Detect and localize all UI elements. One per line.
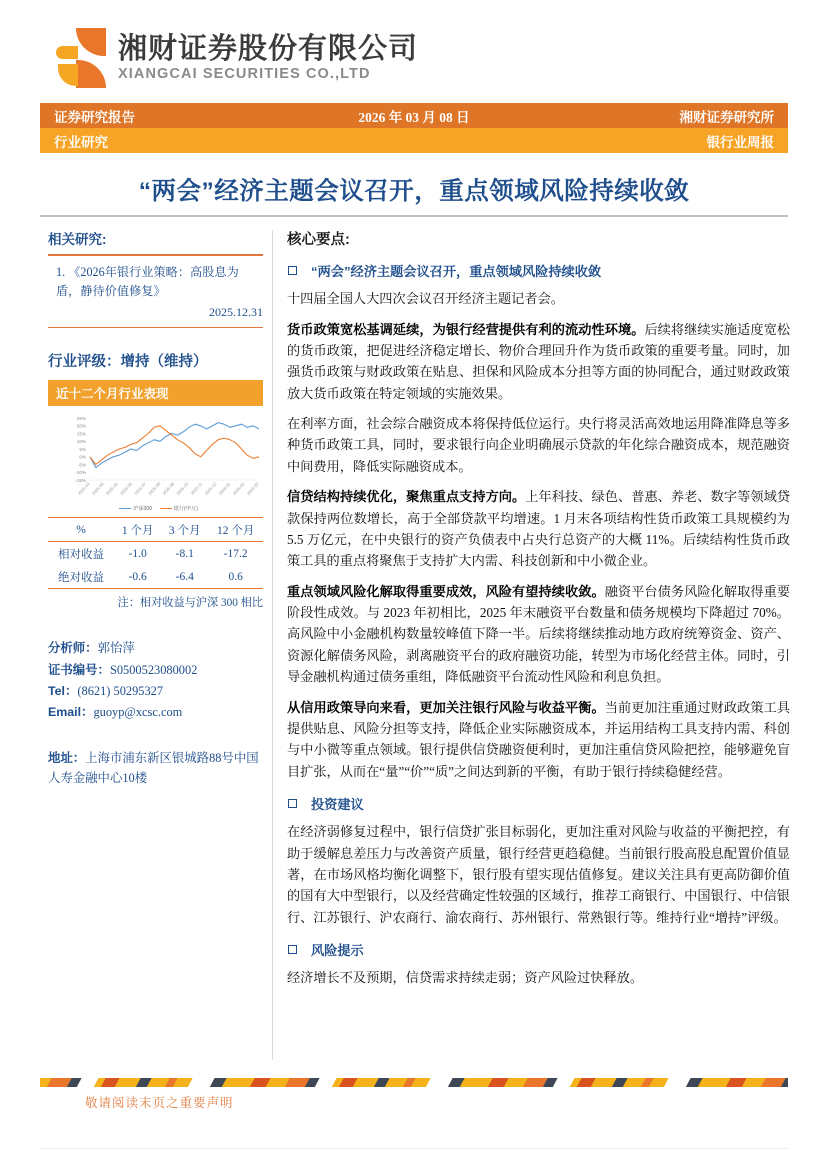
- paragraph-lead: 货币政策宽松基调延续，为银行经营提供有利的流动性环境。: [287, 321, 645, 337]
- paragraph-lead: 信贷结构持续优化，聚焦重点支持方向。: [287, 489, 526, 505]
- table-cell: -0.6: [128, 570, 147, 583]
- section-heading: [287, 262, 790, 281]
- section-title: 风险提示: [311, 943, 364, 959]
- section-title: 投资建议: [311, 797, 364, 813]
- chart-y-tick-label: 25%: [76, 416, 86, 422]
- chart-y-tick-label: -15%: [75, 478, 86, 484]
- body-paragraph: 货币政策宽松基调延续，为银行经营提供有利的流动性环境。后续将继续实施适度宽松的货币政策，把促进经济稳定增长、物价合理回升作为货币政策的重要考量。同时，加强货币政策与财政政策在贴息、担保和风险成本分担等方面的协同配合，通过财政政策放大货币政策在特定领域的实施效果。: [287, 321, 791, 401]
- table-row: [48, 542, 263, 566]
- analyst-name-row: [48, 638, 263, 659]
- paragraph-lead: 重点领域风险化解取得重要成效，风险有望持续收敛。: [287, 583, 605, 599]
- related-research-list: [48, 256, 263, 327]
- body-paragraph: 在利率方面，社会综合融资成本将保持低位运行。央行将灵活高效地运用降准降息等多种货币政策工具，同时，要求银行向企业明确展示贷款的年化综合融资成本，规范融资中间费用，降低实际融资成本。: [287, 416, 790, 474]
- related-research-date: 2025.12.31: [209, 304, 263, 319]
- related-research-heading: 相关研究:: [48, 232, 107, 247]
- paragraph-lead: 从信用政策导向来看，更加关注银行风险与收益平衡。: [287, 699, 605, 715]
- chart-x-tick-label: 2026-01: [217, 481, 232, 497]
- related-rule-bottom: [48, 327, 263, 329]
- chart-x-tick-label: 2025-06: [118, 481, 133, 497]
- chart-x-tick-label: 2026-03: [245, 481, 260, 497]
- header-date: 2026 年 03 月 08 日: [358, 109, 470, 125]
- table-header-cell: 1 个月: [121, 524, 154, 537]
- column-divider: [272, 230, 273, 1060]
- chart-x-tick-label: 2025-08: [147, 481, 162, 497]
- company-address: [48, 748, 263, 788]
- square-bullet-icon: [288, 799, 297, 808]
- related-research-item[interactable]: 1. 《2026年银行业策略：高股息为盾，静待价值修复》: [56, 264, 239, 299]
- chart-x-tick-label: 2025-03: [76, 481, 91, 497]
- header-bar-secondary: [40, 128, 788, 153]
- legend-label: 沪深300: [133, 506, 153, 513]
- chart-x-tick-label: 2025-12: [203, 481, 218, 497]
- industry-rating: 行业评级：增持（维持）: [48, 354, 208, 371]
- chart-x-tick-label: 2025-11: [189, 481, 204, 497]
- table-header-cell: %: [76, 523, 86, 536]
- header-institute: 湘财证券研究所: [679, 109, 774, 125]
- header-bar-primary: [40, 103, 788, 128]
- table-cell: -17.2: [223, 547, 248, 560]
- title-divider: [40, 215, 788, 217]
- main-content: [287, 228, 790, 998]
- body-paragraph: 重点领域风险化解取得重要成效，风险有望持续收敛。融资平台债务风险化解取得重要阶段性成效。与 2023 年初相比，2025 年末融资平台数量和债务规模均下降超过 70%。高风险中小金融机构数量较峰值下降一半。后续将继续推动地方政府统筹资金、资产、资源化解债务风险，剥离融资平台的政府融资功能，转型为市场化经营主体。同时，引导金融机构通过债务重组，降低融资平台流动性风险和利息负担。: [287, 583, 791, 685]
- square-bullet-icon: [288, 945, 297, 954]
- square-bullet-icon: [288, 266, 297, 275]
- sections-container: [287, 262, 790, 989]
- header-report-type: 证券研究报告: [54, 109, 135, 125]
- chart-caption: 近十二个月行业表现: [48, 380, 263, 406]
- sidebar: [48, 228, 263, 788]
- table-row-label: 相对收益: [58, 548, 105, 561]
- tel-label: Tel：: [48, 684, 78, 699]
- chart-y-tick-label: 10%: [76, 439, 86, 445]
- analyst-info: [48, 638, 263, 723]
- body-paragraph: 从信用政策导向来看，更加关注银行风险与收益平衡。当前更加注重通过财政政策工具提供贴息、风险分担等支持，降低企业实际融资成本，并运用结构工具支持内需、科创与中小微等重点领域。银行提供信贷融资便利时，更加注重信贷风险把控，能够避免盲目扩张，从而在“量”“价”“质”之间达到新的平衡，有助于银行持续稳健经营。: [287, 699, 791, 779]
- chart-x-tick-label: 2026-02: [231, 481, 246, 497]
- chart-y-tick-label: -10%: [75, 470, 86, 476]
- chart-x-tick-label: 2025-10: [175, 481, 190, 497]
- section-heading: [287, 941, 790, 960]
- table-cell: -6.4: [175, 570, 194, 583]
- table-cell: 0.6: [228, 570, 243, 583]
- chart-x-axis-labels: [77, 481, 260, 496]
- body-paragraph: 经济增长不及预期，信贷需求持续走弱；资产风险过快释放。: [287, 970, 644, 986]
- email-value[interactable]: guoyp@xcsc.com: [93, 705, 183, 720]
- section-title: “两会”经济主题会议召开，重点领域风险持续收敛: [311, 264, 602, 279]
- body-paragraph: 信贷结构持续优化，聚焦重点支持方向。上年科技、绿色、普惠、养老、数字等领域贷款保持两位数增长，高于全部贷款平均增速。1 月末各项结构性货币政策工具规模约为 5.5 万亿元，在中央银行的资产负债表中占央行总资产的大概 11%。后续结构性货币政策工具的重点将聚焦于支持扩大内需、科技创新和中小微企业。: [287, 489, 791, 569]
- header-category: 行业研究: [54, 134, 108, 150]
- analyst-tel-row: [48, 681, 263, 702]
- company-logo: [56, 28, 418, 88]
- analyst-email-row: [48, 702, 263, 723]
- table-cell: -8.1: [175, 547, 194, 560]
- chart-x-tick-label: 2025-04: [90, 481, 105, 497]
- body-paragraph: 在经济弱修复过程中，银行信贷扩张目标弱化，更加注重对风险与收益的平衡把控，有助于缓解息差压力与改善资产质量，银行经营更趋稳健。当前银行股高股息配置价值显著，在市场风格均衡化调整下，银行股有望实现估值修复。建议关注具有更高防御价值的国有大中型银行，以及经营确定性较强的区域行，推荐工商银行、中国银行、中信银行、江苏银行、沪农商行、渝农商行、苏州银行、常熟银行等。维持行业“增持”评级。: [287, 824, 790, 925]
- cert-value: S0500523080002: [109, 662, 198, 677]
- chart-x-tick-label: 2025-09: [161, 481, 176, 497]
- chart-series-line: [90, 423, 259, 468]
- core-points-heading: 核心要点:: [287, 232, 350, 248]
- table-header-cell: 3 个月: [168, 524, 201, 537]
- address-value: 上海市浦东新区银城路88号中国人寿金融中心10楼: [48, 750, 259, 785]
- chart-x-tick-label: 2025-05: [104, 481, 119, 497]
- table-row-label: 绝对收益: [58, 571, 105, 584]
- table-header-cell: 12 个月: [216, 524, 255, 537]
- company-name-en: XIANGCAI SECURITIES CO.,LTD: [118, 66, 371, 83]
- chart-y-tick-label: 20%: [76, 423, 86, 429]
- chart-y-tick-label: 5%: [79, 447, 86, 453]
- body-paragraph: 十四届全国人大四次会议召开经济主题记者会。: [287, 291, 564, 307]
- chart-y-tick-label: -5%: [77, 462, 86, 468]
- chart-svg: [48, 408, 263, 513]
- cert-label: 证书编号：: [48, 662, 110, 677]
- chart-y-axis-labels: [75, 416, 86, 483]
- analyst-cert-row: [48, 660, 263, 681]
- chart-x-tick-label: 2025-07: [133, 481, 148, 497]
- header-subcategory: 银行业周报: [706, 134, 774, 150]
- table-note: 注：相对收益与沪深 300 相比: [117, 597, 263, 610]
- email-label: Email：: [48, 705, 94, 720]
- company-name-cn: 湘财证券股份有限公司: [118, 32, 419, 65]
- table-row: [48, 565, 263, 589]
- table-cell: -1.0: [128, 547, 147, 560]
- legend-swatch: [160, 508, 172, 510]
- footer-disclaimer: 敬请阅读末页之重要声明: [85, 1096, 234, 1110]
- section-heading: [287, 795, 790, 814]
- performance-table: [48, 517, 263, 589]
- chart-legend: [48, 505, 263, 512]
- analyst-label: 分析师：: [48, 641, 98, 656]
- page-title: “两会”经济主题会议召开，重点领域风险持续收敛: [138, 178, 690, 205]
- analyst-name: 郭怡萍: [97, 641, 135, 656]
- chart-y-tick-label: 15%: [76, 431, 86, 437]
- legend-swatch: [119, 508, 131, 510]
- footer-decorative-stripe: [40, 1078, 788, 1087]
- chart-y-tick-label: 0%: [79, 454, 86, 460]
- footer-divider: [40, 1148, 788, 1149]
- table-header-row: [48, 518, 263, 542]
- legend-label: 银行(申万): [173, 506, 198, 513]
- chart-series-line: [90, 426, 259, 465]
- address-label: 地址：: [48, 750, 86, 765]
- industry-performance-chart: [48, 408, 263, 513]
- tel-value: (8621) 50295327: [77, 684, 164, 699]
- xiangcai-logo-icon: [56, 28, 108, 88]
